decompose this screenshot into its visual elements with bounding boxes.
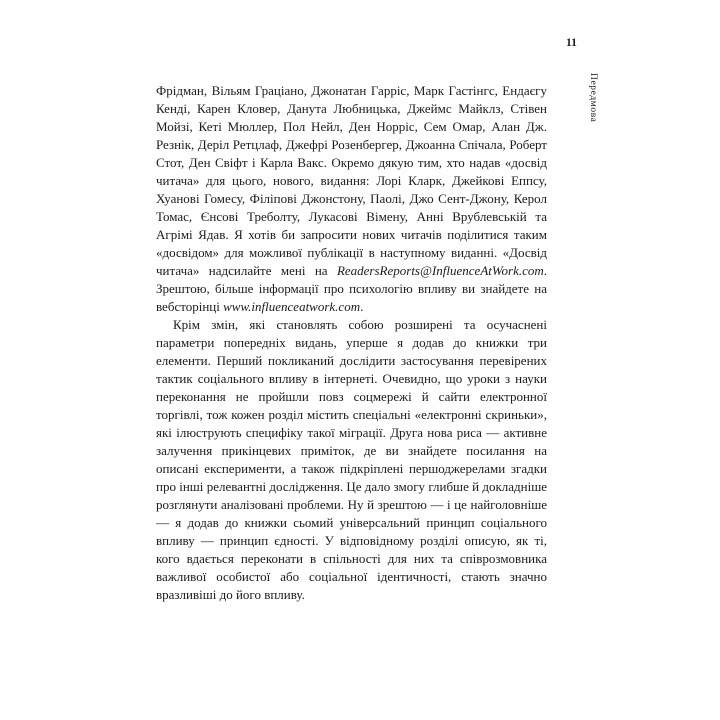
email-address: ReadersReports@InfluenceAtWork.com	[336, 263, 544, 278]
para1-segment-3: .	[360, 299, 364, 314]
body-text	[156, 82, 547, 604]
paragraph-new-elements: Крім змін, які становлять собою розширені та осучаснені параметри попередніх видань, уперше я додав до книжки три елементи. Перший покликаний дослідити застосування перевірених тактик соціального впливу в інтернеті. Очевидно, що уроки з науки переконання не пройшли повз соцмережі й сайти електронної торгівлі, тож кожен розділ містить спеціальні «електронні скриньки», які ілюструють специфіку такої міграції. Друга нова риса — активне залучення прикінцевих приміток, де ви знайдете посилання на описані експерименти, а також підкріплені першоджерелами згадки про інші релевантні дослідження. Це дало змогу глибше й докладніше розглянути аналізовані проблеми. Ну й зрештою — і це найголовніше — я додав до книжки сьомий універсальний принцип соціального впливу — принцип єдності. У відповідному розділі описую, як ті, кого вдається переконати в спільності для них та співрозмовника важливої особистої або соціальної ідентичності, стають значно вразливіші до його впливу.	[156, 317, 547, 602]
para1-segment-1: Фрідман, Вільям Граціано, Джонатан Гарріс, Марк Гастінгс, Ендаєгу Кенді, Карен Кловер, Данута Любницька, Джеймс Майклз, Стівен Мойзі, Кеті Мюллер, Пол Нейл, Ден Норріс, Сем Омар, Алан Дж. Резнік, Деріл Ретцлаф, Джефрі Розенбергер, Джоанна Спічала, Роберт Стот, Ден Свіфт і Карла Вакс. Окремо дякую тим, хто надав «досвід читача» для цього, нового, видання: Лорі Кларк, Джейкові Еппсу, Хуанові Гомесу, Філіпові Джонстону, Паолі, Джо Сент-Джону, Керол Томас, Єнсові Треболту, Лукасові Вімену, Анні Врублевській та Агрімі Ядав. Я хотів би запросити нових читачів поділитися таким «досвідом» для можливої публікації в наступному виданні. «Досвід читача» надсилайте мені на	[156, 83, 547, 278]
margin-chapter-label: Передмова	[588, 73, 598, 123]
page-number: 11	[566, 37, 577, 49]
para1-segment-2: . Зрештою, більше інформації про психологію впливу ви знайдете на вебсторінці	[156, 263, 547, 314]
paragraph-acknowledgments	[156, 82, 547, 316]
website-url: www.influenceatwork.com	[223, 299, 361, 314]
